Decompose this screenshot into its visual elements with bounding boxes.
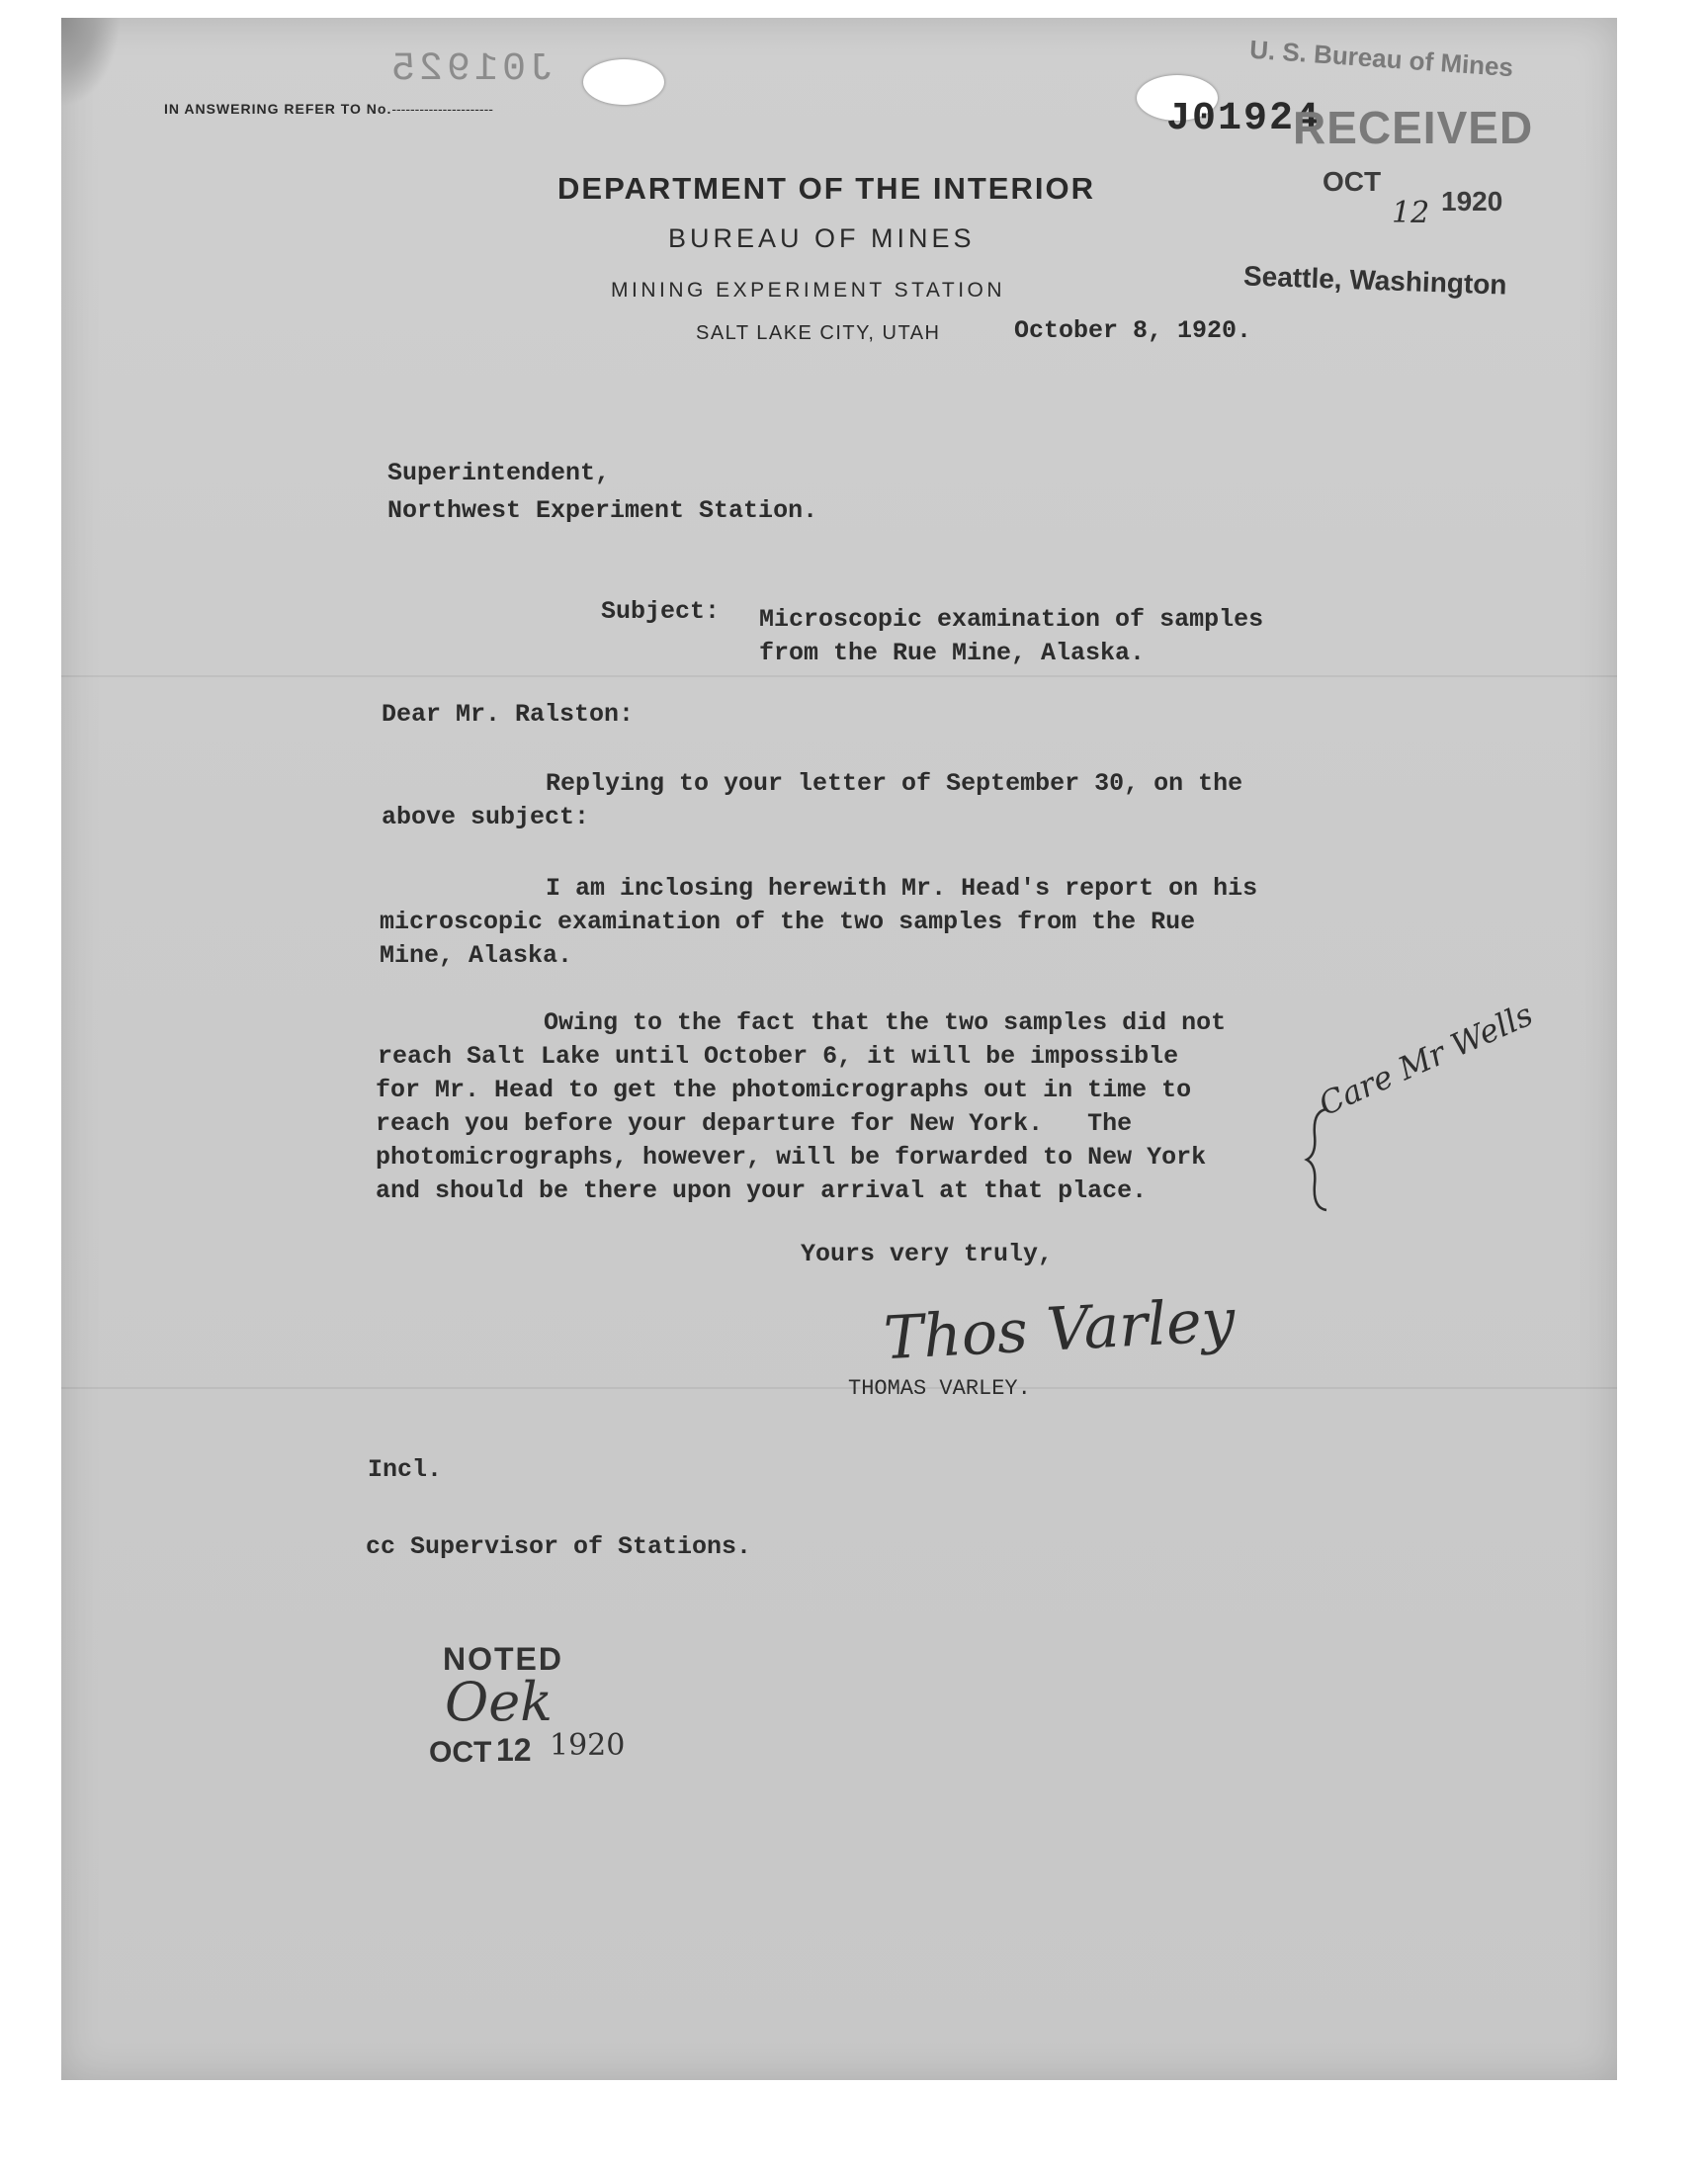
- body-line: above subject:: [382, 803, 590, 831]
- department-heading: DEPARTMENT OF THE INTERIOR: [557, 171, 1095, 206]
- bureau-heading: BUREAU OF MINES: [668, 223, 976, 253]
- received-org-stamp: U. S. Bureau of Mines: [1248, 34, 1515, 83]
- received-year: 1920: [1441, 186, 1503, 217]
- received-place-stamp: Seattle, Washington: [1242, 260, 1508, 301]
- noted-year: 1920: [550, 1728, 626, 1763]
- city-heading: SALT LAKE CITY, UTAH: [696, 322, 941, 344]
- noted-stamp-label: NOTED: [443, 1641, 563, 1677]
- noted-month: OCT: [429, 1736, 492, 1769]
- body-line: reach you before your departure for New York. The: [376, 1109, 1133, 1138]
- valediction: Yours very truly,: [801, 1240, 1054, 1268]
- salutation: Dear Mr. Ralston:: [382, 700, 635, 729]
- margin-note-handwritten: Care Mr Wells: [1313, 995, 1539, 1123]
- body-line: Owing to the fact that the two samples did not: [544, 1008, 1227, 1037]
- torn-corner: [61, 18, 121, 107]
- subject-line-1: Microscopic examination of samples: [759, 605, 1264, 634]
- subject-line-2: from the Rue Mine, Alaska.: [759, 639, 1146, 667]
- body-line: reach Salt Lake until October 6, it will be impossible: [378, 1042, 1179, 1071]
- station-heading: MINING EXPERIMENT STATION: [611, 279, 1006, 302]
- body-line: I am inclosing herewith Mr. Head's report on his: [546, 874, 1258, 903]
- noted-initials-handwritten: Oek: [445, 1671, 553, 1733]
- body-line: for Mr. Head to get the photomicrographs out in time to: [376, 1076, 1192, 1104]
- letter-date: October 8, 1920.: [1014, 316, 1252, 345]
- addressee-org: Northwest Experiment Station.: [387, 496, 818, 525]
- file-number-stamp: J01924: [1166, 97, 1322, 141]
- refer-label: IN ANSWERING REFER TO No.----------------------: [164, 101, 493, 117]
- ghost-file-number: J01925: [387, 47, 555, 92]
- body-line: microscopic examination of the two samples from the Rue: [380, 908, 1196, 936]
- letter-page: [61, 18, 1617, 2080]
- subject-label: Subject:: [601, 597, 721, 626]
- fold-line: [61, 1387, 1617, 1389]
- received-month: OCT: [1323, 166, 1382, 197]
- addressee-title: Superintendent,: [387, 459, 611, 487]
- body-line: Replying to your letter of September 30, on the: [546, 769, 1243, 798]
- received-stamp: RECEIVED: [1293, 102, 1534, 153]
- signer-name: THOMAS VARLEY.: [848, 1376, 1031, 1401]
- cc-note: cc Supervisor of Stations.: [366, 1532, 752, 1561]
- punch-hole: [583, 59, 664, 105]
- enclosure-note: Incl.: [368, 1455, 443, 1484]
- fold-line: [61, 675, 1617, 677]
- body-line: Mine, Alaska.: [380, 941, 573, 970]
- noted-day: 12: [496, 1732, 532, 1768]
- body-line: and should be there upon your arrival at that place.: [376, 1176, 1148, 1205]
- body-line: photomicrographs, however, will be forwarded to New York: [376, 1143, 1207, 1172]
- signature-handwritten: Thos Varley: [882, 1285, 1238, 1374]
- received-day-handwritten: 12: [1392, 196, 1430, 230]
